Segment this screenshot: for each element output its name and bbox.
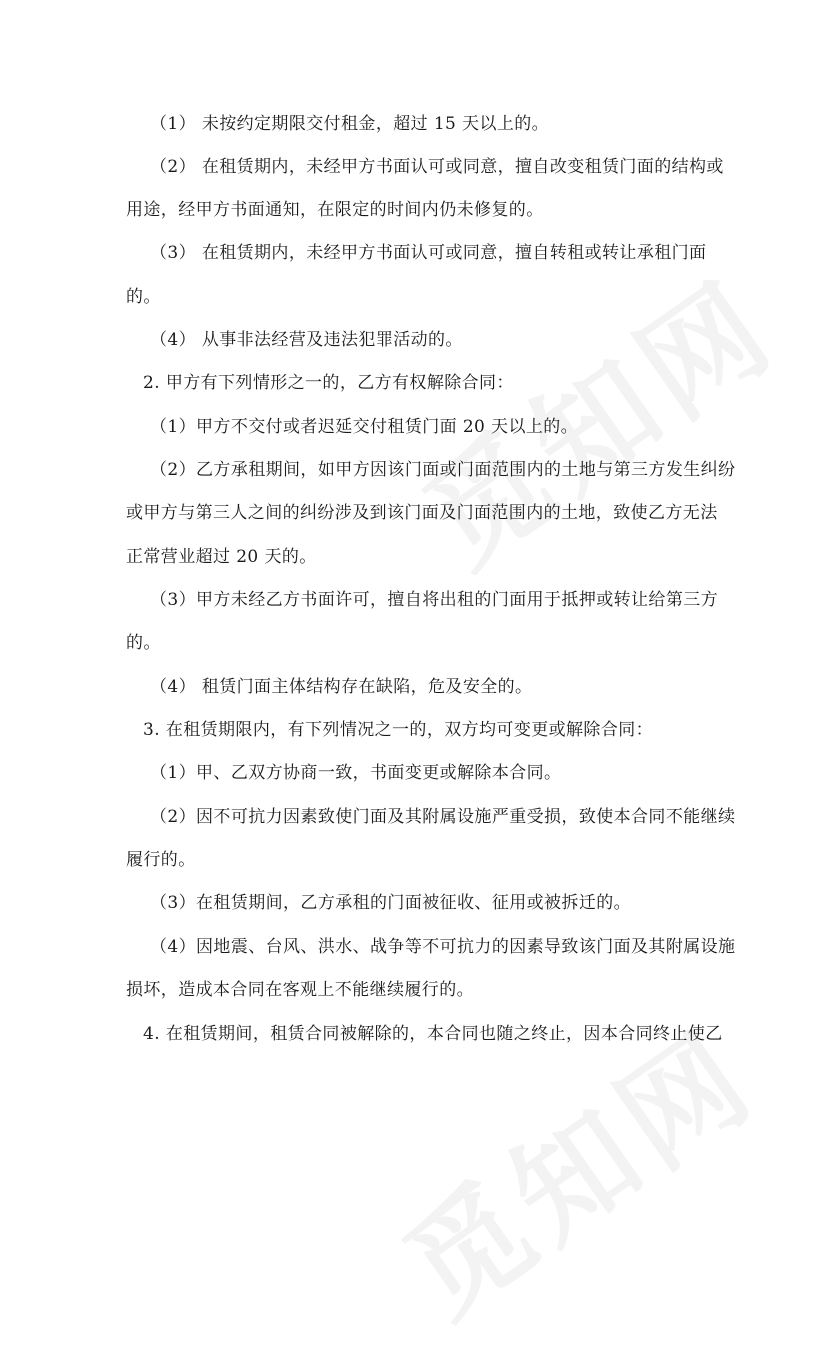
clause-line: （4） 从事非法经营及违法犯罪活动的。 xyxy=(150,330,463,350)
clause-line: 正常营业超过 20 天的。 xyxy=(126,547,317,567)
clause-line: （1） 未按约定期限交付租金，超过 15 天以上的。 xyxy=(150,114,550,134)
clause-line: （3）在租赁期间，乙方承租的门面被征收、征用或被拆迁的。 xyxy=(150,893,632,913)
clause-line: （2）乙方承租期间，如甲方因该门面或门面范围内的土地与第三方发生纠纷 xyxy=(150,460,736,480)
section-heading: 2. 甲方有下列情形之一的，乙方有权解除合同： xyxy=(143,373,514,393)
clause-line: （2） 在租赁期内，未经甲方书面认可或同意，擅自改变租赁门面的结构或 xyxy=(150,157,724,177)
clause-line: 损坏，造成本合同在客观上不能继续履行的。 xyxy=(126,980,474,1000)
clause-line: 履行的。 xyxy=(126,850,196,870)
clause-line: 的。 xyxy=(126,287,161,307)
clause-line: （1）甲方不交付或者迟延交付租赁门面 20 天以上的。 xyxy=(150,417,579,437)
clause-line: （3）甲方未经乙方书面许可，擅自将出租的门面用于抵押或转让给第三方 xyxy=(150,590,719,610)
clause-line: （2）因不可抗力因素致使门面及其附属设施严重受损，致使本合同不能继续 xyxy=(150,807,736,827)
section-heading: 4. 在租赁期间，租赁合同被解除的，本合同也随之终止，因本合同终止使乙 xyxy=(143,1024,723,1044)
clause-line: （1）甲、乙双方协商一致，书面变更或解除本合同。 xyxy=(150,763,562,783)
section-heading: 3. 在租赁期限内，有下列情况之一的，双方均可变更或解除合同： xyxy=(143,720,654,740)
clause-line: 用途，经甲方书面通知，在限定的时间内仍未修复的。 xyxy=(126,200,544,220)
clause-line: （4）因地震、台风、洪水、战争等不可抗力的因素导致该门面及其附属设施 xyxy=(150,937,736,957)
clause-line: 的。 xyxy=(126,633,161,653)
clause-line: （4） 租赁门面主体结构存在缺陷，危及安全的。 xyxy=(150,677,533,697)
clause-line: 或甲方与第三人之间的纠纷涉及到该门面及门面范围内的土地，致使乙方无法 xyxy=(126,503,718,523)
clause-line: （3） 在租赁期内，未经甲方书面认可或同意，擅自转租或转让承租门面 xyxy=(150,243,707,263)
